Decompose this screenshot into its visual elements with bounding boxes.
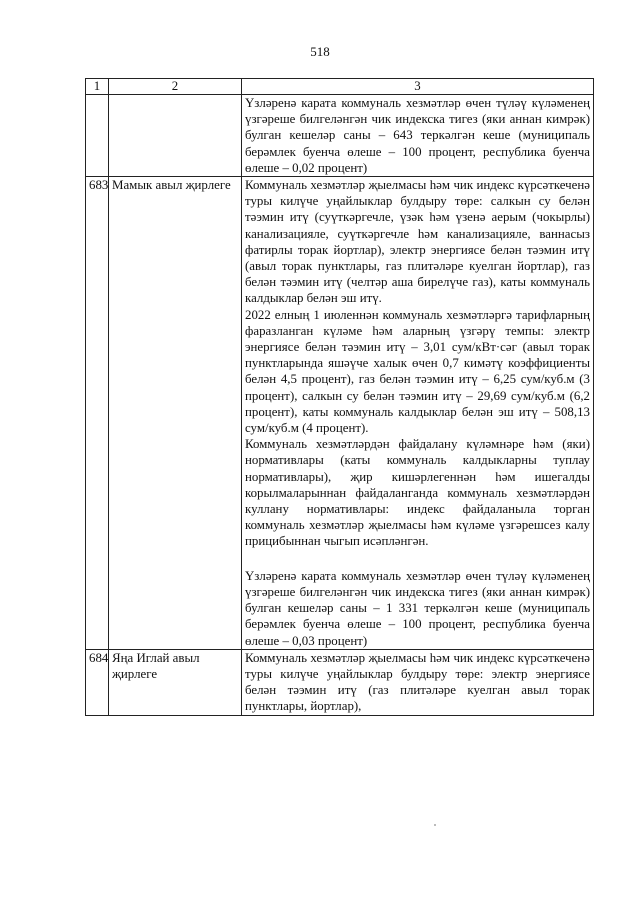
paragraph: 2022 елның 1 июленнән коммуналь хезмәтләргә тарифларның фаразланган күләме һәм аларның үзгәрү темпы: электр энергиясе белән тәэмин итү – 3,01 сум/кВт·сәг (авыл торак пунктларында яшәүче халык өчен 0,7 кимәтү коэффициенты белән 4,5 процент), газ белән тәэмин итү – 6,25 сум/куб.м (3 процент), салкын су белән тәэмин итү – 29,69 сум/куб.м (6,2 процент), каты коммуналь калдыклар белән эш итү – 508,13 сум/куб.м (4 процент). bbox=[245, 307, 590, 436]
paragraph: Үзләренә карата коммуналь хезмәтләр өчен түләү күләменең үзгәреше билгеләнгән чик индекска тигез (яки аннан кимрәк) булган кешеләр саны – 643 теркәлгән кеше (муниципаль берәмлек буенча өлеше – 100 процент, республика буенча өлеше – 0,02 процент) bbox=[245, 96, 590, 175]
settlement-name: Яңа Иглай авыл җирлеге bbox=[109, 649, 242, 715]
column-header-3: 3 bbox=[242, 79, 594, 95]
row-description bbox=[242, 95, 594, 177]
table-row bbox=[86, 177, 594, 650]
row-description bbox=[242, 177, 594, 650]
paragraph-spacer bbox=[245, 550, 590, 568]
row-number: 684 bbox=[86, 649, 109, 715]
main-table bbox=[85, 78, 594, 716]
column-header-2: 2 bbox=[109, 79, 242, 95]
paragraph: Үзләренә карата коммуналь хезмәтләр өчен түләү күләменең үзгәреше билгеләнгән чик индекска тигез (яки аннан кимрәк) булган кешеләр саны – 1 331 теркәлгән кеше (муниципаль берәмлек буенча өлеше – 100 процент, республика буенча өлеше – 0,03 процент) bbox=[245, 568, 590, 648]
settlement-name: Мамык авыл җирлеге bbox=[109, 177, 242, 650]
column-header-1: 1 bbox=[86, 79, 109, 95]
row-description bbox=[242, 649, 594, 715]
row-number: 683 bbox=[86, 177, 109, 650]
paragraph: Коммуналь хезмәтләрдән файдалану күләмнәре һәм (яки) нормативлары (каты коммуналь калдыкларны туплау нормативлары), җир кишәрлегеннән һәм ишегалды корылмаларыннан файдаланганда коммуналь хезмәтләрдән куллану нормативлары: индекс файдаланыла торган коммуналь хезмәтләр җыелмасы һәм күләме үзгәрешсез калу прицибыннан чыгып исәпләнгән. bbox=[245, 437, 590, 549]
table-row-continuation bbox=[86, 95, 594, 177]
page-number: 518 bbox=[310, 44, 330, 59]
row-number bbox=[86, 95, 109, 177]
table-row bbox=[86, 649, 594, 715]
paragraph: Коммуналь хезмәтләр җыелмасы һәм чик индекс күрсәткеченә туры килүче уңайлыклар булдыру төре: электр энергиясе белән тәэмин итү (газ плитәләре куелган авыл торак пунктлары, йортлар), bbox=[245, 650, 590, 714]
settlement-name bbox=[109, 95, 242, 177]
paragraph: Коммуналь хезмәтләр җыелмасы һәм чик индекс күрсәткеченә туры килүче уңайлыклар булдыру төре: салкын су белән тәэмин итү (суүткәргечле, үзәк һәм үзенә аерым (чокырлы) канализацияле, суүткәргечле һәм канализацияле, ваннасыз фатирлы торак йортлар), электр энергиясе белән тәэмин итү (авыл торак пунктлары, газ плитәләре куелган йортлар), газ белән тәэмин итү (челтәр аша бирелүче газ), каты коммуналь калдыклар белән эш итү. bbox=[245, 178, 590, 306]
scan-speck bbox=[434, 824, 436, 826]
table-header-row bbox=[86, 79, 594, 95]
